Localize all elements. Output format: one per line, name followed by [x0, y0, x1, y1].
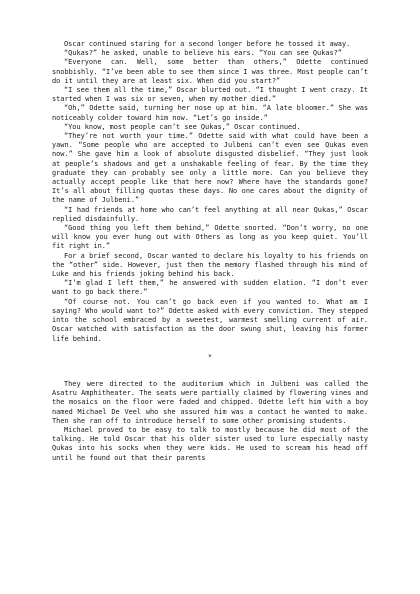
section-separator: * — [207, 352, 213, 361]
paragraph: “They’re not worth your time.” Odette said with what could have been a yawn. “Some people who are accepted to Julbeni can’t even see Qukas even now.” She gave him a look of absolute disgusted disbelief. “They just look at people’s shadows and get a unshakable feeling of fear. By the time they graduate they can probably see only a little more. Can you believe they actually accept people like that here now? Where have the standards gone? It’s all about filling quotas these days. No one cares about the dignity of the name of Julbeni.” — [52, 132, 368, 205]
paragraph: For a brief second, Oscar wanted to declare his loyalty to his friends on the “other” side. However, just then the memory flashed through his mind of Luke and his friends joking behind his back. — [52, 251, 368, 279]
paragraph: “Good thing you left them behind,” Odette snorted. “Don’t worry, no one will know you ever hung out with Others as long as you keep quiet. You’ll fit right in.” — [52, 224, 368, 251]
paragraph: “Qukas?” he asked, unable to believe his ears. “You can see Qukas?” — [64, 49, 342, 58]
paragraph: “Of course not. You can’t go back even if you wanted to. What am I saying? Who would want to?” Odette asked with every conviction. They stepped into the school embraced by a sweetest, warmest smelling current of air. Oscar watched with satisfaction as the door swung shut, leaving his former life behind. — [52, 297, 368, 343]
paragraph: “Everyone can. Well, some better than others,” Odette continued snobbishly. “I’ve been able to see them since I was three. Most people can’t do it until they are at least six. When did you start?” — [52, 58, 368, 85]
paragraph: They were directed to the auditorium which in Julbeni was called the Asatru Amphitheater. The seats were partially claimed by flowering vines and the mosaics on the floor were faded and chipped. Odette left him with a boy named Michael De Veel who she assured him was a contact he wanted to make. Then she ran off to introduce herself to some other promising students. — [52, 379, 368, 425]
paragraph: Michael proved to be easy to talk to mostly because he did most of the talking. He told Oscar that his older sister used to lure especially nasty Qukas into his socks when they were kids. He used to scream his head off until he found out that their parents — [52, 425, 368, 462]
paragraph: “I’m glad I left them,” he answered with sudden elation. “I don’t ever want to go back there.” — [52, 279, 368, 297]
paragraph: Oscar continued staring for a second longer before he tossed it away. — [64, 40, 351, 48]
text-block-2 — [52, 380, 368, 463]
paragraph: “You know, most people can’t see Qukas,” Oscar continued. — [64, 122, 301, 131]
text-block-1 — [52, 40, 368, 344]
paragraph: “I see them all the time,” Oscar blurted out. “I thought I went crazy. It started when I was six or seven, when my mother died.” — [52, 86, 368, 104]
paragraph: “Oh,” Odette said, turning her nose up at him. “A late bloomer.” She was noticeably colder toward him now. “Let’s go inside.” — [52, 104, 368, 122]
paragraph: “I had friends at home who can’t feel anything at all near Qukas,” Oscar replied disdainfully. — [52, 205, 368, 223]
